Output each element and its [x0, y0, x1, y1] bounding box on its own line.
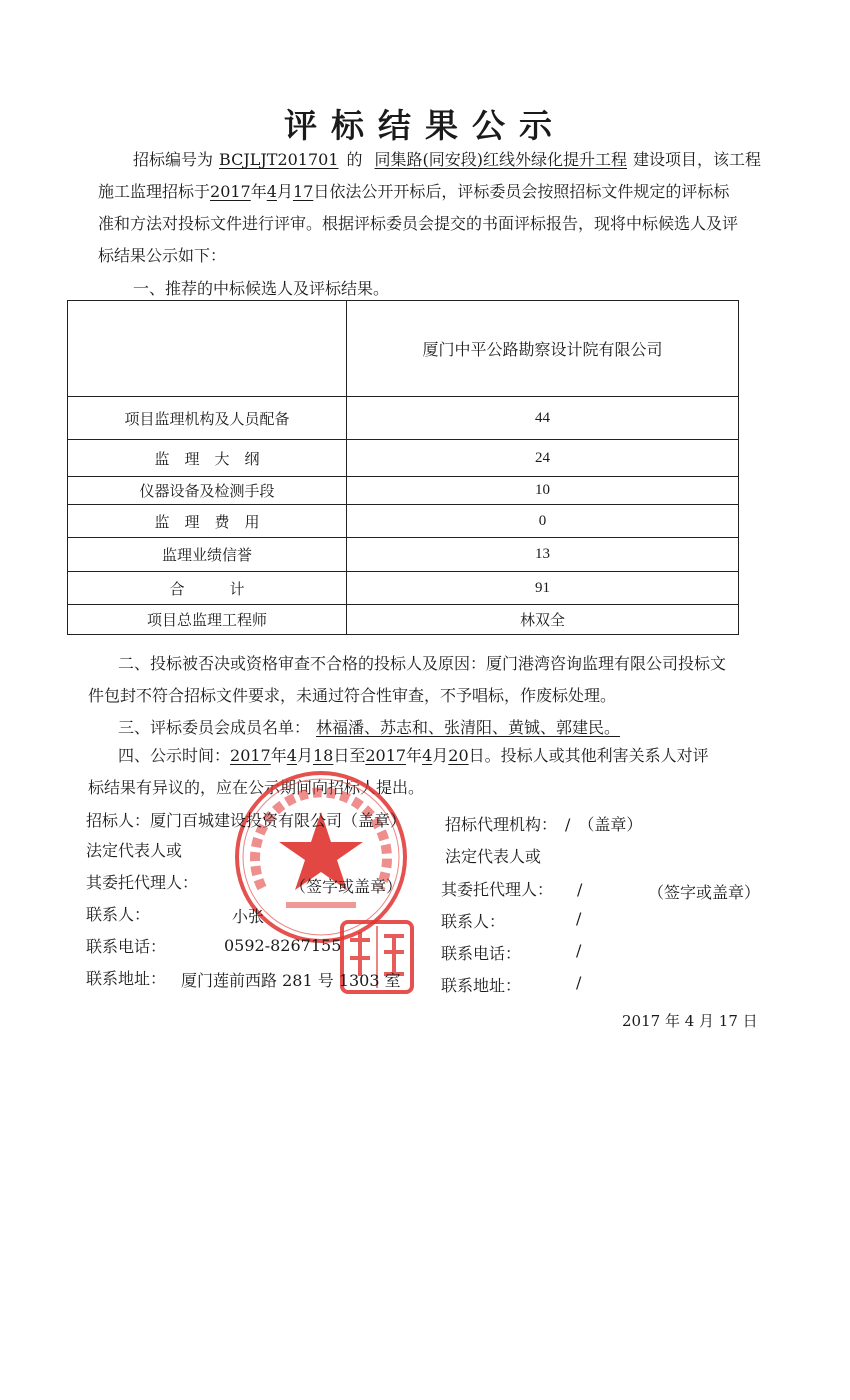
month-char: 月: [296, 746, 313, 765]
criterion-score: 13: [347, 538, 739, 572]
year-char: 年: [406, 746, 423, 765]
intro-line-3: 准和方法对投标文件进行评审。根据评标委员会提交的书面评标报告，现将中标候选人及评: [98, 214, 739, 233]
page-title: 评标结果公示: [284, 106, 566, 145]
left-agent: 其委托代理人：: [86, 873, 199, 892]
intro-line-4: 标结果公示如下：: [98, 246, 227, 265]
criterion-score: 24: [347, 440, 739, 477]
criterion-score: 10: [347, 477, 739, 505]
criterion-label: 项目总监理工程师: [68, 605, 347, 635]
left-contact-label: 联系人：: [86, 905, 151, 924]
intro-mid: 的: [346, 150, 363, 169]
section-4-prefix: 四、公示时间：: [118, 746, 231, 765]
criterion-label: 监 理 大 纲: [68, 440, 347, 477]
start-month: 4: [286, 746, 297, 765]
candidate-company: 厦门中平公路勘察设计院有限公司: [347, 301, 739, 397]
table-row: [68, 538, 739, 572]
left-legal-rep: 法定代表人或: [86, 841, 183, 860]
right-phone: /: [576, 941, 582, 960]
open-month: 4: [266, 182, 277, 201]
table-row: [68, 572, 739, 605]
right-contact: /: [576, 909, 582, 928]
intro-line-2: [98, 176, 729, 208]
left-address: 厦门莲前西路 281 号 1303 室: [181, 971, 401, 990]
committee-members: 林福潘、苏志和、张清阳、黄铖、郭建民。: [316, 718, 621, 737]
table-row: [68, 605, 739, 635]
right-legal-rep: 法定代表人或: [445, 847, 542, 866]
date-range-to: 日至: [333, 746, 366, 765]
criterion-label: 项目监理机构及人员配备: [68, 397, 347, 440]
start-year: 2017: [230, 746, 271, 765]
table-row: [68, 477, 739, 505]
intro-l2-suffix: 日依法公开开标后，评标委员会按照招标文件规定的评标标: [313, 182, 730, 201]
section-1-heading: 一、推荐的中标候选人及评标结果。: [133, 279, 390, 298]
left-phone-label: 联系电话：: [86, 937, 167, 956]
agency-line: 招标代理机构： / （盖章）: [445, 815, 643, 834]
section-2-line-1: 二、投标被否决或资格审查不合格的投标人及原因：厦门港湾咨询监理有限公司投标文: [118, 654, 727, 673]
criterion-score: 91: [347, 572, 739, 605]
results-table: [67, 300, 739, 635]
criterion-score: 0: [347, 505, 739, 538]
chief-engineer: 林双全: [347, 605, 739, 635]
table-row: [68, 505, 739, 538]
left-address-label: 联系地址：: [86, 969, 167, 988]
left-phone: 0592-8267155: [224, 936, 342, 955]
year-char: 年: [250, 182, 267, 201]
right-sign-note: （签字或盖章）: [648, 883, 761, 902]
section-4-line-1: [118, 740, 709, 772]
table-row: [68, 440, 739, 477]
end-day: 20: [448, 746, 469, 765]
criterion-label: 仪器设备及检测手段: [68, 477, 347, 505]
table-row: [68, 397, 739, 440]
right-contact-label: 联系人：: [441, 912, 506, 931]
intro-suffix: 建设项目，该工程: [633, 150, 762, 169]
section-4-line-2: 标结果有异议的，应在公示期间向招标人提出。: [88, 778, 425, 797]
end-month: 4: [422, 746, 433, 765]
open-year: 2017: [210, 182, 251, 201]
right-address-label: 联系地址：: [441, 976, 522, 995]
criterion-label: 合 计: [68, 572, 347, 605]
month-char: 月: [276, 182, 293, 201]
end-year: 2017: [365, 746, 407, 765]
month-char: 月: [432, 746, 449, 765]
table-header-row: [68, 301, 739, 397]
criterion-label: 监 理 费 用: [68, 505, 347, 538]
document-date: 2017 年 4 月 17 日: [622, 1012, 758, 1030]
criterion-score: 44: [347, 397, 739, 440]
section-4-suffix: 日。投标人或其他利害关系人对评: [468, 746, 709, 765]
bid-number: BCJLJT201701: [219, 150, 339, 169]
open-day: 17: [292, 182, 314, 201]
year-char: 年: [270, 746, 287, 765]
intro-line-1: [133, 144, 761, 176]
intro-prefix: 招标编号为: [133, 150, 214, 169]
intro-l2-prefix: 施工监理招标于: [98, 182, 211, 201]
left-sign-note: （签字或盖章）: [290, 877, 403, 896]
section-2-line-2: 件包封不符合招标文件要求，未通过符合性审查，不予唱标，作废标处理。: [88, 686, 617, 705]
right-agent: 其委托代理人： /: [441, 880, 583, 899]
right-address: /: [576, 973, 582, 992]
left-contact: 小张: [232, 907, 265, 926]
criterion-label: 监理业绩信誉: [68, 538, 347, 572]
section-3-prefix: 三、评标委员会成员名单：: [118, 718, 311, 737]
header-blank-cell: [68, 301, 347, 397]
right-phone-label: 联系电话：: [441, 944, 522, 963]
tenderer-line: 招标人：厦门百城建设投资有限公司（盖章）: [86, 811, 407, 830]
start-day: 18: [312, 746, 334, 765]
project-name: 同集路(同安段)红线外绿化提升工程: [374, 150, 628, 169]
